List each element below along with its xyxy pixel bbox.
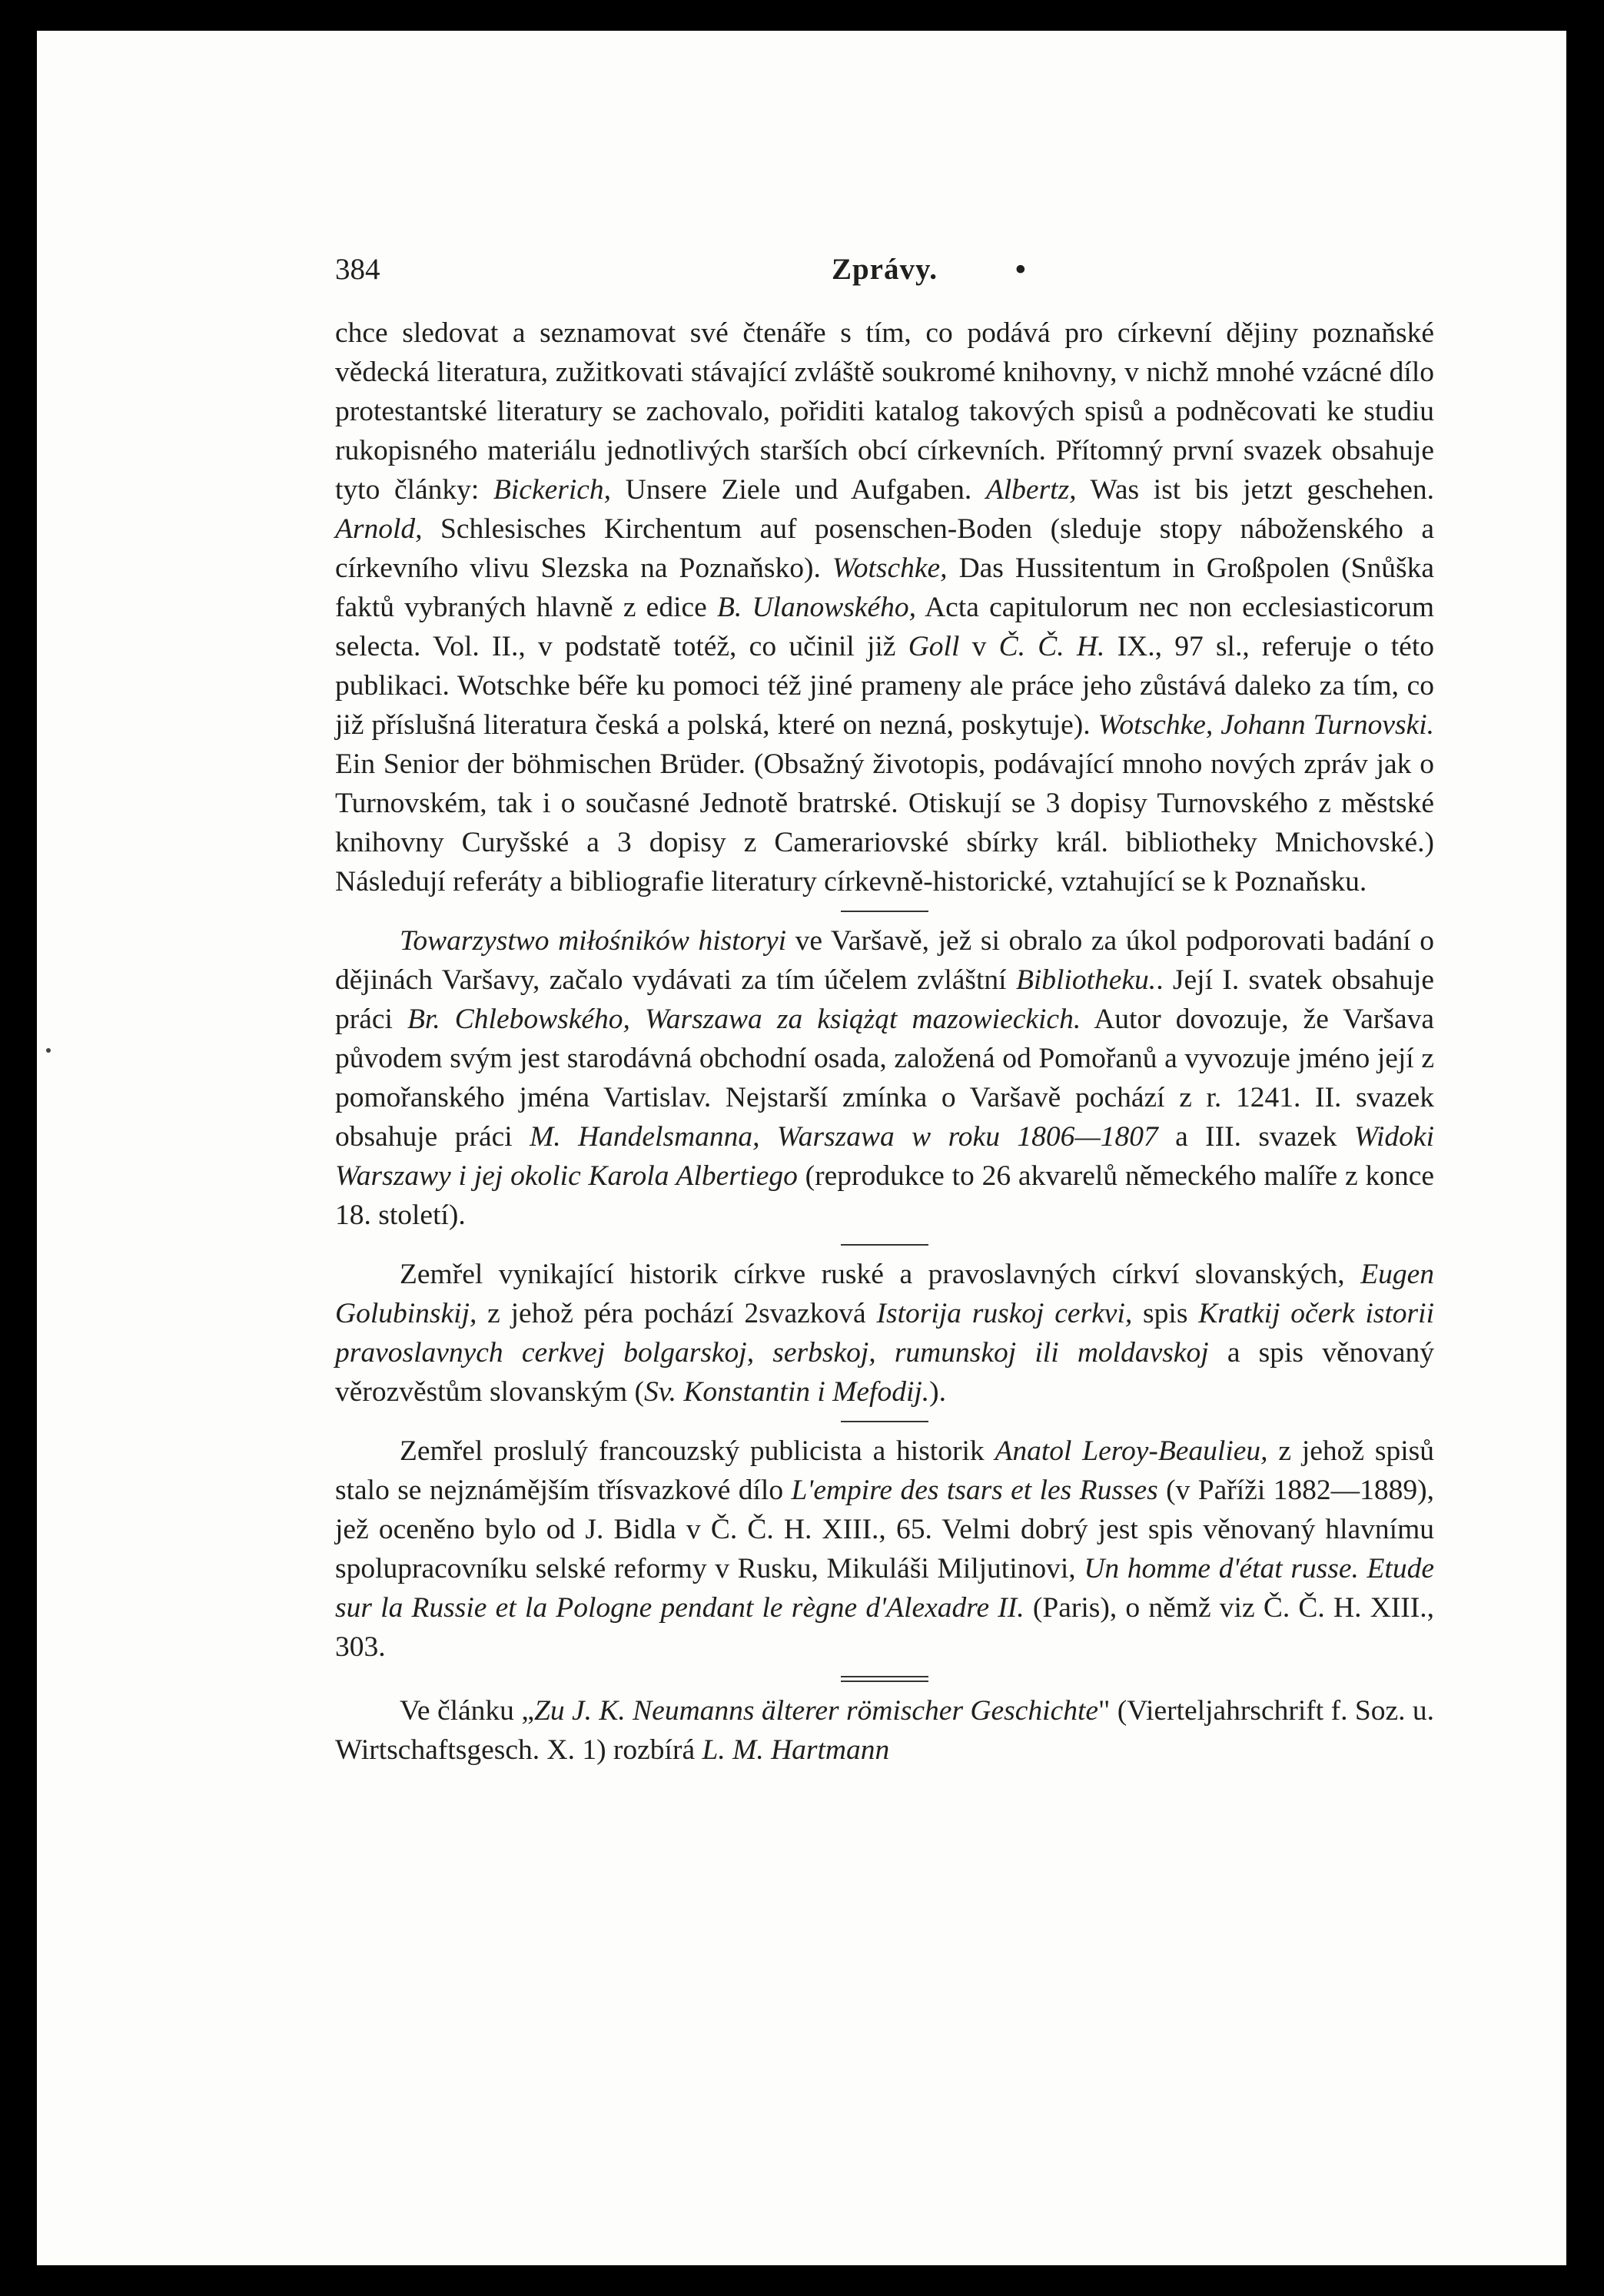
margin-dot [46,1048,51,1053]
text-run: Zemřel proslulý francouzský publicista a historik [400,1435,995,1467]
italic-citation: L. M. Hartmann [702,1734,890,1766]
italic-citation: Anatol Leroy-Beaulieu, [995,1435,1268,1467]
text-run: IX., 97 sl., referuje o této publikaci. Wotschke béře ku pomoci též jiné prameny ale práce jeho zůstává daleko za tím, co již příslušná literatura česká a polská, které on nezná, poskytuje). [335,631,1434,741]
double-rule [841,1676,928,1682]
italic-citation: Bibliotheku. [1015,964,1157,996]
text-run: Autor dovozuje, že Varšava původem svým jest starodávná obchodní osada, založená od Pomořanů a vyvozuje jméno její z pomořanského jména Vartislav. Nejstarší zmínka o Varšavě pochází z r. 1241. II. svazek obsahuje práci [335,1004,1434,1153]
section-rule [841,1421,928,1422]
italic-citation: Istorija ruskoj cerkvi, [876,1298,1133,1329]
italic-citation: L'empire des tsars et les Russes [791,1475,1158,1506]
page-content [335,252,1434,1770]
italic-citation: Wotschke, [832,552,948,584]
text-run: Das Hussitentum in Großpolen (Snůška faktů vybraných hlavně z edice [335,552,1434,623]
page-number: 384 [335,253,380,286]
text-run: Schlesisches Kirchentum auf posenschen-Boden (sleduje stopy náboženského a církevního vlivu Slezska na Poznaňsko). [335,513,1434,584]
text-run: v [959,631,999,662]
text-run: Unsere Ziele und Aufgaben. [611,474,986,506]
italic-citation: B. Ulanowského, [716,592,916,623]
text-run: Ein Senior der böhmischen Brüder. (Obsažný životopis, podávající mnoho nových zpráv jak o Turnovském, tak i o současné Jednotě bratrské. Otiskují se 3 dopisy Turnovského z městské knihovny Curyšské a 3 dopisy z Camerariovské sbírky král. bibliotheky Mnichovské.) Následují referáty a bibliografie literatury církevně-historické, vztahující se k Poznaňsku. [335,748,1434,897]
text-run: Was ist bis jetzt geschehen. [1076,474,1434,506]
paragraph-golubinskij [335,1255,1434,1412]
italic-citation: Eugen Golubinskij, [335,1259,1434,1329]
italic-citation: Br. Chlebowského, Warszawa za książąt mazowieckich. [407,1004,1081,1035]
italic-citation: Un homme d'état russe. Etude sur la Russie et la Pologne pendant le règne d'Alexadre II. [335,1553,1434,1624]
section-title: Zprávy. [831,253,938,286]
italic-citation: Wotschke, Johann Turnovski. [1098,709,1434,741]
text-run: (v Paříži 1882—1889), jež oceněno bylo od J. Bidla v Č. Č. H. XIII., 65. Velmi dobrý jest spis věnovaný hlavnímu spolupracovníku selské reformy v Rusku, Mikuláši Miljutinovi, [335,1475,1434,1584]
text-run: Ve článku „ [400,1695,534,1727]
italic-citation: Zu J. K. Neumanns älterer römischer Geschichte [533,1695,1099,1727]
section-rule [841,911,928,912]
italic-citation: Kratkij očerk istorii pravoslavnych cerkvej bolgarskoj, serbskoj, rumunskoj ili moldavskoj [335,1298,1434,1369]
header-dot: • [1015,253,1026,286]
text-run: (Paris), o němž viz Č. Č. H. XIII., 303. [335,1592,1434,1663]
italic-citation: M. Handelsmanna, Warszawa w roku 1806—1807 [530,1121,1158,1153]
running-header [335,252,1434,306]
book-page [37,31,1566,2265]
paragraph-leroy-beaulieu [335,1432,1434,1667]
text-run: ). [929,1376,947,1408]
italic-citation: Albertz, [985,474,1077,506]
italic-citation: Arnold, [335,513,423,545]
text-run: z jehož péra pochází 2svazková [477,1298,877,1329]
paragraph-warsaw-society [335,921,1434,1235]
text-run: Acta capitulorum nec non ecclesiasticorum selecta. Vol. II., v podstatě totéž, co učinil již [335,592,1434,662]
text-run: spis [1132,1298,1199,1329]
italic-citation: Towarzystwo miłośników historyi [400,925,787,957]
text-run: (reprodukce to 26 akvarelů německého malíře z konce 18. století). [335,1160,1434,1231]
text-run: a III. svazek [1157,1121,1354,1153]
paragraph-posen-review [335,314,1434,901]
text-run: . Její I. svatek obsahuje práci [335,964,1434,1035]
italic-citation: Widoki Warszawy i jej okolic Karola Albertiego [335,1121,1434,1192]
italic-citation: Sv. Konstantin i Mefodij. [644,1376,930,1408]
text-run: ve Varšavě, jež si obralo za úkol podporovati badání o dějinách Varšavy, začalo vydávati za tím účelem zvláštní [335,925,1434,996]
text-run: Zemřel vynikající historik církve ruské a pravoslavných církví slovanských, [400,1259,1361,1290]
text-run: z jehož spisů stalo se nejznámějším třísvazkové dílo [335,1435,1434,1506]
section-rule [841,1244,928,1246]
italic-citation: Goll [908,631,960,662]
text-run: a spis věnovaný věrozvěstům slovanským ( [335,1337,1434,1408]
italic-citation: Č. Č. H. [998,631,1105,662]
italic-citation: Bickerich, [493,474,612,506]
paragraph-neumann [335,1691,1434,1770]
text-run: chce sledovat a seznamovat své čtenáře s tím, co podává pro církevní dějiny poznaňské vědecká literatura, zužitkovati stávající zvláště soukromé knihovny, v nichž mnohé vzácné dílo protestantské literatury se zachovalo, pořiditi katalog takových spisů a podněcovati ke studiu rukopisného materiálu jednotlivých starších obcí církevních. Přítomný první svazek obsahuje tyto články: [335,317,1434,506]
text-run: " (Vierteljahrschrift f. Soz. u. Wirtschaftsgesch. X. 1) rozbírá [335,1695,1434,1766]
